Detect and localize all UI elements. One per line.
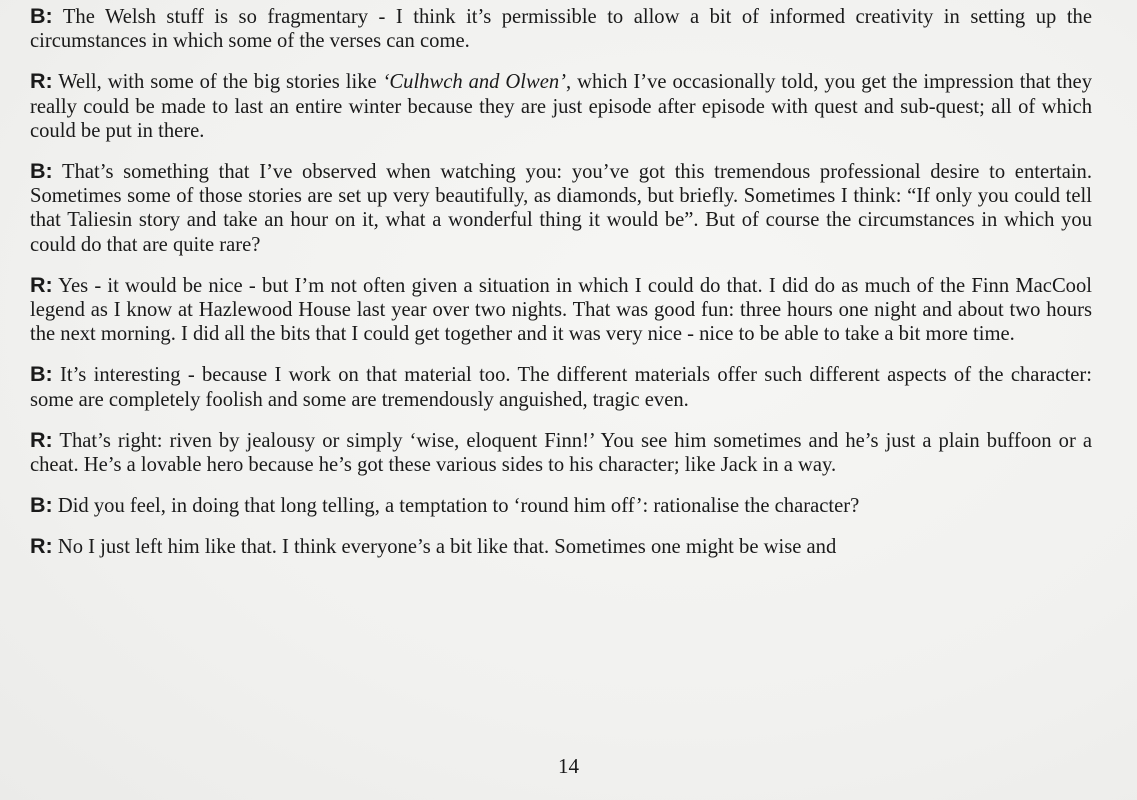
speaker-label: B:: [30, 493, 53, 518]
paragraph-text: No I just left him like that. I think everyone’s a bit like that. Sometimes one might be wise and: [52, 536, 837, 559]
speaker-label: R:: [30, 272, 53, 297]
speaker-label: B:: [30, 159, 53, 184]
paragraph-text: It’s interesting - because I work on that material too. The different materials offer such different aspects of the character: some are completely foolish and some are tremendously anguished, tragic even.: [30, 364, 1092, 411]
paragraph-b-interesting: [30, 362, 1092, 411]
paragraph-r-riven: [30, 428, 1092, 477]
paragraph-r-big-stories: [30, 69, 1092, 143]
page-number: 14: [558, 754, 579, 778]
paragraph-text: That’s something that I’ve observed when watching you: you’ve got this tremendous professional desire to entertain. Sometimes some of those stories are set up very beautifully, as diamonds, but briefly. Sometimes I think: “If only you could tell that Taliesin story and take an hour on it, what a wonderful thing it would be”. But of course the circumstances in which you could do that are quite rare?: [30, 161, 1092, 256]
paragraph-r-left-him: [30, 534, 1092, 559]
speaker-label: R:: [30, 69, 53, 94]
paragraph-text: That’s right: riven by jealousy or simply ‘wise, eloquent Finn!’ You see him sometimes and he’s just a plain buffoon or a cheat. He’s a lovable hero because he’s got these various sides to his character; like Jack in a way.: [30, 429, 1092, 477]
speaker-label: B:: [30, 362, 53, 387]
paragraph-b-observed: [30, 159, 1092, 257]
paragraph-text: The Welsh stuff is so fragmentary - I think it’s permissible to allow a bit of informed creativity in setting up the circumstances in which some of the verses can come.: [30, 6, 1092, 53]
paragraph-b-welsh-stuff: [30, 4, 1092, 53]
speaker-label: R:: [30, 427, 53, 452]
paragraph-text: Yes - it would be nice - but I’m not often given a situation in which I could do that. I did do as much of the Finn MacCool legend as I know at Hazlewood House last year over two nights. That was good fun: three hours one night and about two hours the next morning. I did all the bits that I could get together and it was very nice - nice to be able to take a bit more time.: [30, 274, 1092, 346]
speaker-label: B:: [30, 4, 53, 28]
interview-text: [30, 4, 1092, 576]
story-title: ‘Culhwch and Olwen’: [382, 71, 567, 94]
speaker-label: R:: [30, 534, 53, 559]
paragraph-text: Did you feel, in doing that long telling, a temptation to ‘round him off’: rationalise the character?: [52, 495, 860, 518]
paragraph-text: , which I’ve occasionally told, you get the impression that they really could be made to last an entire winter because they are just episode after episode with quest and sub-quest; all of which could be put in there.: [30, 71, 1092, 142]
paragraph-text: Well, with some of the big stories like: [52, 71, 383, 94]
paragraph-r-finn-maccool: [30, 273, 1092, 347]
paragraph-b-round-him-off: [30, 493, 1092, 518]
